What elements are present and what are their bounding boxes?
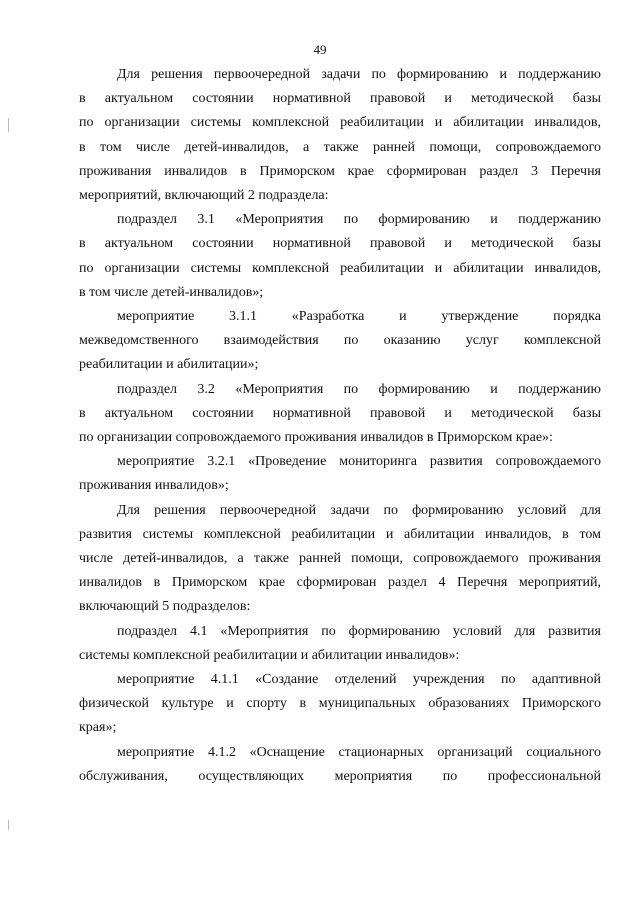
paragraph	[79, 63, 601, 208]
page-number: 49	[313, 42, 327, 57]
document-body	[79, 63, 601, 789]
text-line: развития системы комплексной реабилитации и абилитации инвалидов, в том	[79, 526, 601, 542]
scan-artifact	[8, 820, 9, 830]
scan-artifact	[8, 118, 9, 132]
paragraph	[79, 378, 601, 451]
text-line: края»;	[79, 720, 117, 736]
text-line: подраздел 3.2 «Мероприятия по формированию и поддержанию	[117, 381, 601, 397]
text-line: в актуальном состоянии нормативной правовой и методической базы	[79, 405, 601, 421]
text-line: по организации системы комплексной реабилитации и абилитации инвалидов,	[79, 115, 601, 131]
text-line: по организации системы комплексной реабилитации и абилитации инвалидов,	[79, 260, 601, 276]
paragraph	[79, 450, 601, 498]
text-line: подраздел 3.1 «Мероприятия по формированию и поддержанию	[117, 212, 601, 228]
text-line: в актуальном состоянии нормативной правовой и методической базы	[79, 236, 601, 252]
text-line: мероприятие 4.1.1 «Создание отделений учреждения по адаптивной	[117, 672, 601, 688]
text-line: в том числе детей-инвалидов»;	[79, 284, 264, 300]
text-line: по организации сопровождаемого проживания инвалидов в Приморском крае»:	[79, 430, 553, 446]
text-line: мероприятий, включающий 2 подраздела:	[79, 188, 329, 204]
text-line: системы комплексной реабилитации и абилитации инвалидов»:	[79, 647, 460, 663]
text-line: числе детей-инвалидов, а также ранней помощи, сопровождаемого проживания	[79, 551, 601, 567]
text-line: проживания инвалидов в Приморском крае сформирован раздел 3 Перечня	[79, 163, 601, 179]
text-line: мероприятие 4.1.2 «Оснащение стационарных организаций социального	[117, 744, 601, 760]
text-line: мероприятие 3.1.1 «Разработка и утверждение порядка	[117, 309, 601, 325]
text-line: подраздел 4.1 «Мероприятия по формированию условий для развития	[117, 623, 601, 639]
text-line: в актуальном состоянии нормативной правовой и методической базы	[79, 91, 601, 107]
text-line: физической культуре и спорту в муниципальных образованиях Приморского	[79, 696, 601, 712]
paragraph	[79, 305, 601, 378]
text-line: мероприятие 3.2.1 «Проведение мониторинга развития сопровождаемого	[117, 454, 601, 470]
paragraph	[79, 668, 601, 741]
text-line: в том числе детей-инвалидов, а также ранней помощи, сопровождаемого	[79, 139, 601, 155]
text-line: проживания инвалидов»;	[79, 478, 229, 494]
text-line: межведомственного взаимодействия по оказанию услуг комплексной	[79, 333, 601, 349]
paragraph	[79, 741, 601, 789]
text-line: реабилитации и абилитации»;	[79, 357, 259, 373]
paragraph	[79, 499, 601, 620]
text-line: Для решения первоочередной задачи по формированию условий для	[117, 502, 601, 518]
paragraph	[79, 208, 601, 305]
text-line: Для решения первоочередной задачи по формированию и поддержанию	[117, 67, 601, 82]
text-line: включающий 5 подразделов:	[79, 599, 251, 615]
text-line: инвалидов в Приморском крае сформирован раздел 4 Перечня мероприятий,	[79, 575, 601, 591]
text-line: обслуживания, осуществляющих мероприятия по профессиональной	[79, 768, 601, 784]
paragraph	[79, 620, 601, 668]
